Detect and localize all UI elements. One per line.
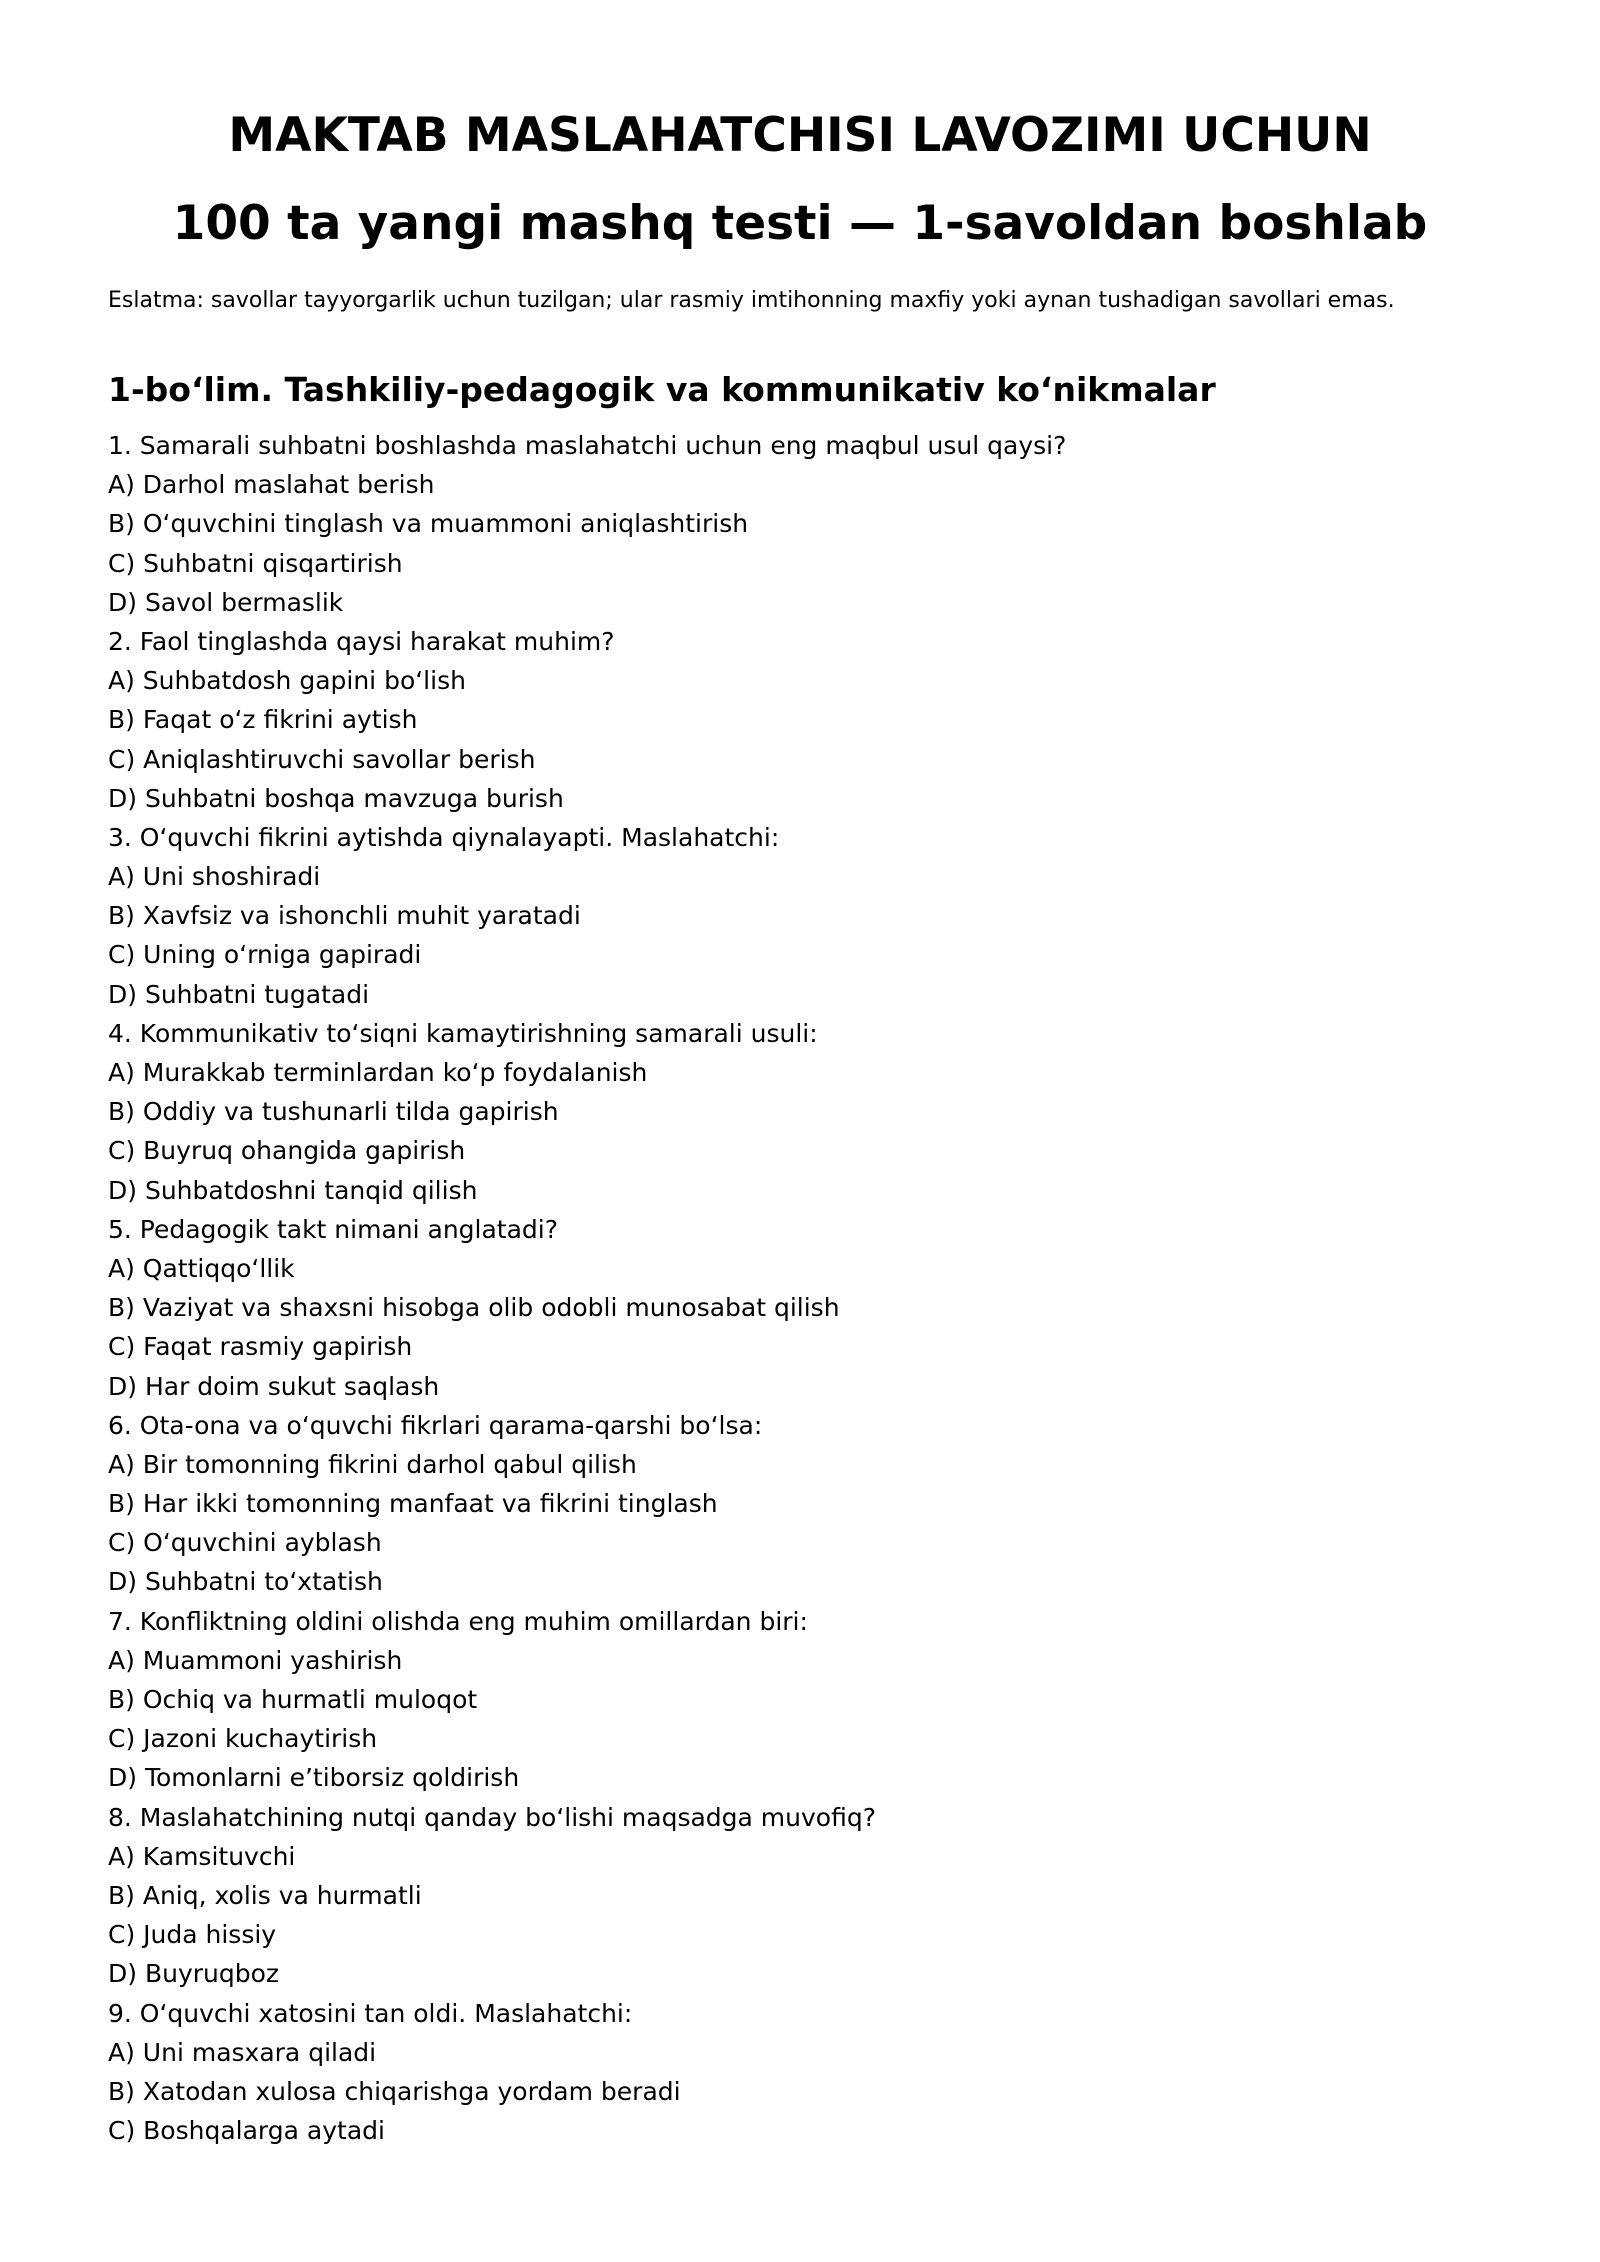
answer-option: C) Juda hissiy bbox=[108, 1920, 277, 1950]
answer-option: A) Suhbatdosh gapini bo‘lish bbox=[108, 666, 466, 696]
question-text: 1. Samarali suhbatni boshlashda maslahatchi uchun eng maqbul usul qaysi? bbox=[108, 431, 1067, 460]
document-subtitle: 100 ta yangi mashq testi — 1-savoldan boshlab bbox=[172, 196, 1428, 251]
answer-option: B) Vaziyat va shaxsni hisobga olib odobli munosabat qilish bbox=[108, 1293, 840, 1323]
answer-option: C) Buyruq ohangida gapirish bbox=[108, 1136, 466, 1166]
answer-option: C) Boshqalarga aytadi bbox=[108, 2116, 385, 2146]
answer-option: B) Xavfsiz va ishonchli muhit yaratadi bbox=[108, 901, 581, 931]
document-note: Eslatma: savollar tayyorgarlik uchun tuzilgan; ular rasmiy imtihonning maxfiy yoki aynan tushadigan savollari emas. bbox=[108, 288, 1395, 313]
answer-option: C) Suhbatni qisqartirish bbox=[108, 548, 403, 578]
section-heading: 1-bo‘lim. Tashkiliy-pedagogik va kommunikativ ko‘nikmalar bbox=[108, 370, 1216, 409]
answer-option: A) Kamsituvchi bbox=[108, 1841, 296, 1871]
question-text: 5. Pedagogik takt nimani anglatadi? bbox=[108, 1214, 559, 1244]
answer-option: C) Faqat rasmiy gapirish bbox=[108, 1332, 413, 1362]
answer-option: B) Xatodan xulosa chiqarishga yordam beradi bbox=[108, 2076, 681, 2106]
document-title: MAKTAB MASLAHATCHISI LAVOZIMI UCHUN bbox=[228, 108, 1372, 163]
answer-option: C) O‘quvchini ayblash bbox=[108, 1528, 382, 1558]
answer-option: D) Savol bermaslik bbox=[108, 587, 344, 617]
answer-option: D) Har doim sukut saqlash bbox=[108, 1371, 440, 1401]
answer-option: A) Uni shoshiradi bbox=[108, 862, 321, 892]
answer-option: A) Qattiqqo‘llik bbox=[108, 1253, 295, 1283]
question-text: 6. Ota-ona va o‘quvchi fikrlari qarama-qarshi bo‘lsa: bbox=[108, 1410, 763, 1440]
answer-option: B) O‘quvchini tinglash va muammoni aniqlashtirish bbox=[108, 509, 749, 539]
answer-option: A) Murakkab terminlardan ko‘p foydalanish bbox=[108, 1058, 648, 1087]
answer-option: C) Uning o‘rniga gapiradi bbox=[108, 940, 422, 970]
answer-option: A) Bir tomonning fikrini darhol qabul qilish bbox=[108, 1449, 637, 1479]
answer-option: B) Har ikki tomonning manfaat va fikrini tinglash bbox=[108, 1489, 718, 1519]
question-list bbox=[108, 426, 1066, 2150]
answer-option: D) Suhbatni tugatadi bbox=[108, 979, 370, 1009]
question-text: 7. Konfliktning oldini olishda eng muhim omillardan biri: bbox=[108, 1606, 808, 1636]
answer-option: C) Aniqlashtiruvchi savollar berish bbox=[108, 744, 536, 774]
answer-option: A) Darhol maslahat berish bbox=[108, 470, 435, 500]
answer-option: B) Ochiq va hurmatli muloqot bbox=[108, 1685, 478, 1714]
answer-option: B) Aniq, xolis va hurmatli bbox=[108, 1880, 422, 1910]
question-text: 8. Maslahatchining nutqi qanday bo‘lishi maqsadga muvofiq? bbox=[108, 1802, 876, 1832]
question-text: 2. Faol tinglashda qaysi harakat muhim? bbox=[108, 626, 615, 656]
answer-option: C) Jazoni kuchaytirish bbox=[108, 1724, 378, 1754]
answer-option: B) Faqat o‘z fikrini aytish bbox=[108, 705, 418, 735]
answer-option: B) Oddiy va tushunarli tilda gapirish bbox=[108, 1097, 559, 1127]
answer-option: A) Uni masxara qiladi bbox=[108, 2037, 377, 2067]
question-text: 3. O‘quvchi fikrini aytishda qiynalayapti. Maslahatchi: bbox=[108, 822, 780, 852]
question-text: 9. O‘quvchi xatosini tan oldi. Maslahatchi: bbox=[108, 1998, 633, 2028]
question-text: 4. Kommunikativ to‘siqni kamaytirishning samarali usuli: bbox=[108, 1018, 818, 1048]
answer-option: A) Muammoni yashirish bbox=[108, 1645, 403, 1675]
answer-option: D) Suhbatdoshni tanqid qilish bbox=[108, 1175, 478, 1205]
answer-option: D) Suhbatni boshqa mavzuga burish bbox=[108, 783, 564, 813]
answer-option: D) Suhbatni to‘xtatish bbox=[108, 1567, 383, 1597]
answer-option: D) Buyruqboz bbox=[108, 1959, 280, 1989]
answer-option: D) Tomonlarni e’tiborsiz qoldirish bbox=[108, 1763, 520, 1793]
